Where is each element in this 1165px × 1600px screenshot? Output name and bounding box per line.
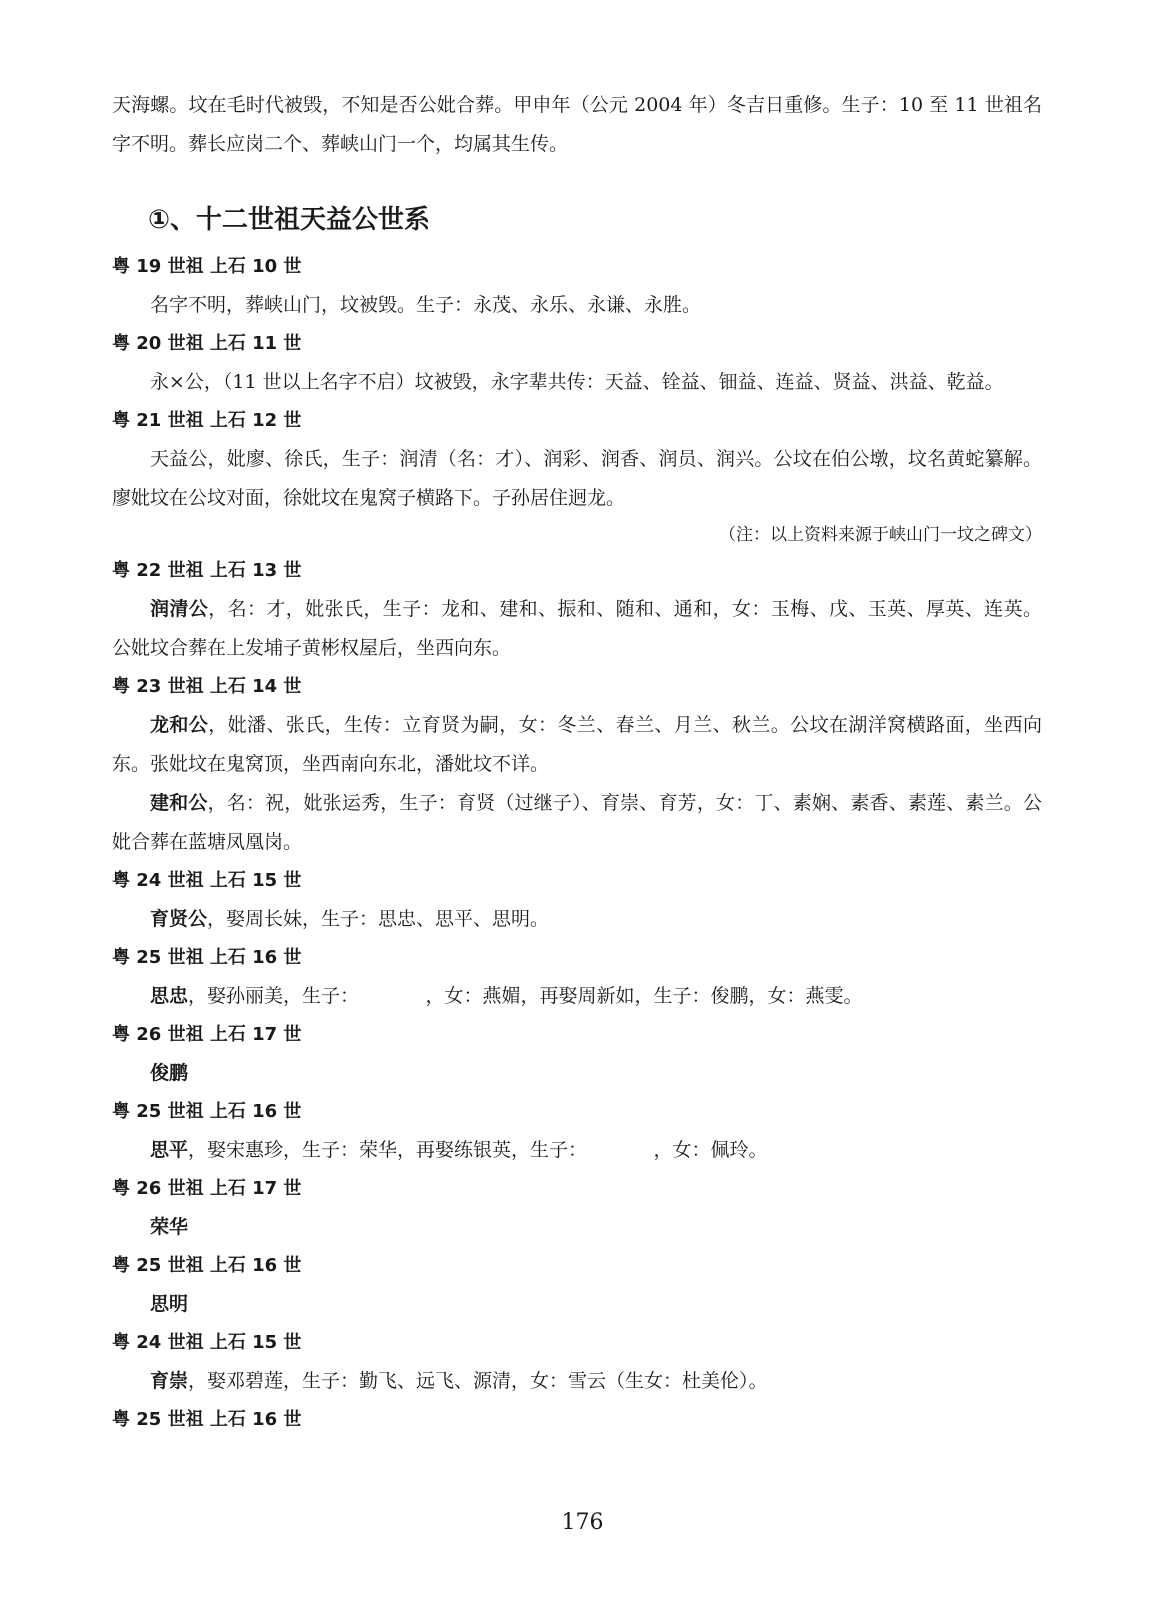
generation-entry: [112, 939, 1042, 1016]
generation-entry: [112, 552, 1042, 668]
generation-entry: [112, 1016, 1042, 1093]
generation-heading: 粤 24 世祖 上石 15 世: [112, 870, 302, 891]
generation-description: ，娶邓碧莲，生子：勤飞、远飞、源清，女：雪云（生女：杜美伦）。: [188, 1370, 768, 1392]
generation-entry: [112, 1401, 1042, 1439]
generation-heading: 粤 25 世祖 上石 16 世: [112, 947, 302, 968]
generation-text: [112, 706, 1042, 784]
generation-heading: 粤 20 世祖 上石 11 世: [112, 333, 302, 354]
generation-entry: [112, 402, 1042, 552]
ancestor-name: 润清公: [150, 598, 209, 620]
generation-text: [112, 1131, 1042, 1170]
generation-entry: [112, 248, 1042, 325]
generation-entry: [112, 1324, 1042, 1401]
generation-entry: [112, 784, 1042, 862]
generation-entry: [112, 1170, 1042, 1247]
generation-description: ，娶周长妹，生子：思忠、思平、思明。: [207, 908, 550, 930]
generation-text: [112, 286, 1042, 325]
generation-heading: 粤 26 世祖 上石 17 世: [112, 1178, 302, 1199]
generation-heading: 粤 25 世祖 上石 16 世: [112, 1101, 302, 1122]
generation-text: [112, 1285, 1042, 1324]
generation-heading: 粤 24 世祖 上石 15 世: [112, 1332, 302, 1353]
generation-text: [112, 900, 1042, 939]
generation-text: [112, 1054, 1042, 1093]
generation-heading: 粤 21 世祖 上石 12 世: [112, 410, 302, 431]
generation-description: 永×公，（11 世以上名字不启）坟被毁，永字辈共传：天益、铨益、钿益、连益、贤益、洪益、乾益。: [150, 371, 1004, 393]
generation-heading: 粤 19 世祖 上石 10 世: [112, 256, 302, 277]
source-note: （注：以上资料来源于峡山门一坟之碑文）: [719, 525, 1042, 545]
generation-text: [112, 590, 1042, 668]
generation-description: ，娶孙丽美，生子： ，女：燕媚，再娶周新如，生子：俊鹏，女：燕雯。: [188, 985, 863, 1007]
generation-description: ，名：祝，妣张运秀，生子：育贤（过继子）、育崇、育芳，女：丁、素娴、素香、素莲、素兰。公妣合葬在蓝塘凤凰岗。: [112, 792, 1042, 853]
generation-text: [112, 1362, 1042, 1401]
intro-paragraph: 天海螺。坟在毛时代被毁，不知是否公妣合葬。甲申年（公元 2004 年）冬吉日重修。生子：10 至 11 世祖名字不明。葬长应岗二个、葬峡山门一个，均属其生传。: [112, 94, 1042, 155]
generation-heading: 粤 25 世祖 上石 16 世: [112, 1409, 302, 1430]
generation-text: [112, 440, 1042, 518]
generation-entry: [112, 668, 1042, 784]
genealogy-entries: [112, 248, 1042, 1439]
ancestor-name: 思忠: [150, 985, 189, 1007]
generation-description: ，娶宋惠珍，生子：荣华，再娶练银英，生子： ，女：佩玲。: [188, 1139, 768, 1161]
generation-text: [112, 977, 1042, 1016]
generation-description: ，妣潘、张氏，生传：立育贤为嗣，女：冬兰、春兰、月兰、秋兰。公坟在湖洋窝横路面，坐西向东。张妣坟在鬼窝顶，坐西南向东北，潘妣坟不详。: [112, 714, 1042, 775]
generation-text: [112, 1208, 1042, 1247]
ancestor-name: 建和公: [150, 792, 208, 814]
generation-heading: 粤 22 世祖 上石 13 世: [112, 560, 302, 581]
generation-heading: 粤 25 世祖 上石 16 世: [112, 1255, 302, 1276]
section-title: ①、十二世祖天益公世系: [148, 205, 431, 235]
ancestor-name: 思明: [150, 1293, 189, 1315]
ancestor-name: 育贤公: [150, 908, 208, 930]
generation-text: [112, 363, 1042, 402]
generation-entry: [112, 1093, 1042, 1170]
generation-description: ，名：才，妣张氏，生子：龙和、建和、振和、随和、通和，女：玉梅、戊、玉英、厚英、连英。公妣坟合葬在上发埔子黄彬权屋后，坐西向东。: [112, 598, 1042, 659]
generation-heading: 粤 26 世祖 上石 17 世: [112, 1024, 302, 1045]
generation-description: 天益公，妣廖、徐氏，生子：润清（名：才）、润彩、润香、润员、润兴。公坟在伯公墩，坟名黄蛇纂解。廖妣坟在公坟对面，徐妣坟在鬼窝子横路下。子孙居住迥龙。: [112, 448, 1042, 509]
page-number: 176: [561, 1510, 604, 1535]
generation-heading: 粤 23 世祖 上石 14 世: [112, 676, 302, 697]
generation-entry: [112, 1247, 1042, 1324]
generation-entry: [112, 325, 1042, 402]
generation-entry: [112, 862, 1042, 939]
ancestor-name: 龙和公: [150, 714, 209, 736]
ancestor-name: 俊鹏: [150, 1062, 189, 1084]
generation-description: 名字不明，葬峡山门，坟被毁。生子：永茂、永乐、永谦、永胜。: [150, 294, 702, 316]
ancestor-name: 育崇: [150, 1370, 189, 1392]
generation-text: [112, 784, 1042, 862]
ancestor-name: 思平: [150, 1139, 189, 1161]
ancestor-name: 荣华: [150, 1216, 189, 1238]
